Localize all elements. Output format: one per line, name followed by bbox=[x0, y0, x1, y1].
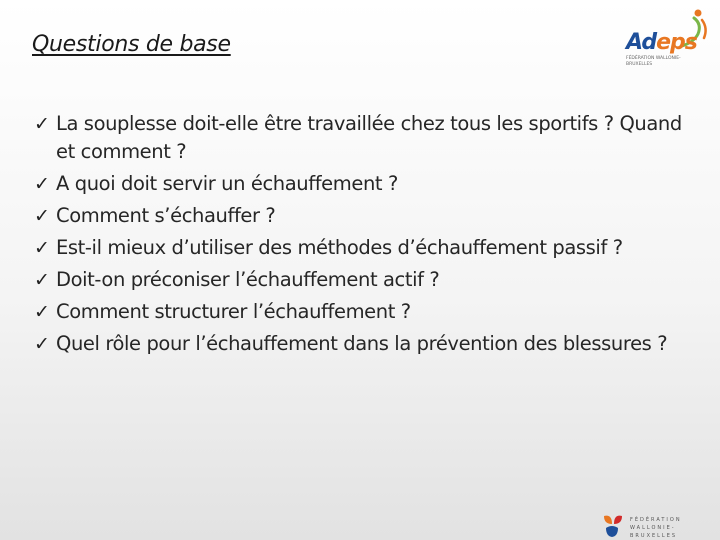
checkmark-icon: ✓ bbox=[34, 113, 50, 135]
federation-logo bbox=[600, 512, 715, 540]
logo-wordmark: Adeps bbox=[626, 30, 697, 55]
checkmark-icon: ✓ bbox=[34, 333, 50, 355]
list-item: ✓ Quel rôle pour l’échauffement dans la prévention des blessures ? bbox=[34, 330, 694, 358]
list-item: ✓ Comment structurer l’échauffement ? bbox=[34, 298, 694, 326]
footer-text-line2: WALLONIE-BRUXELLES bbox=[630, 525, 678, 539]
checkmark-icon: ✓ bbox=[34, 301, 50, 323]
list-item: ✓ A quoi doit servir un échauffement ? bbox=[34, 170, 694, 198]
list-item: ✓ Doit-on préconiser l’échauffement actif ? bbox=[34, 266, 694, 294]
checkmark-icon: ✓ bbox=[34, 269, 50, 291]
checkmark-icon: ✓ bbox=[34, 205, 50, 227]
checkmark-icon: ✓ bbox=[34, 237, 50, 259]
list-item: ✓ Est-il mieux d’utiliser des méthodes d’échauffement passif ? bbox=[34, 234, 694, 262]
logo-subtitle: FÉDÉRATION WALLONIE-BRUXELLES bbox=[626, 56, 681, 67]
slide-title: Questions de base bbox=[32, 32, 231, 57]
adeps-logo bbox=[622, 8, 714, 72]
list-item: ✓ Comment s’échauffer ? bbox=[34, 202, 694, 230]
checkmark-icon: ✓ bbox=[34, 173, 50, 195]
bullet-list bbox=[34, 110, 694, 362]
list-item: ✓ La souplesse doit-elle être travaillée chez tous les sportifs ? Quand et comment ? bbox=[34, 112, 682, 163]
federation-emblem-icon bbox=[600, 512, 626, 538]
footer-text-line1: FÉDÉRATION bbox=[630, 517, 682, 523]
